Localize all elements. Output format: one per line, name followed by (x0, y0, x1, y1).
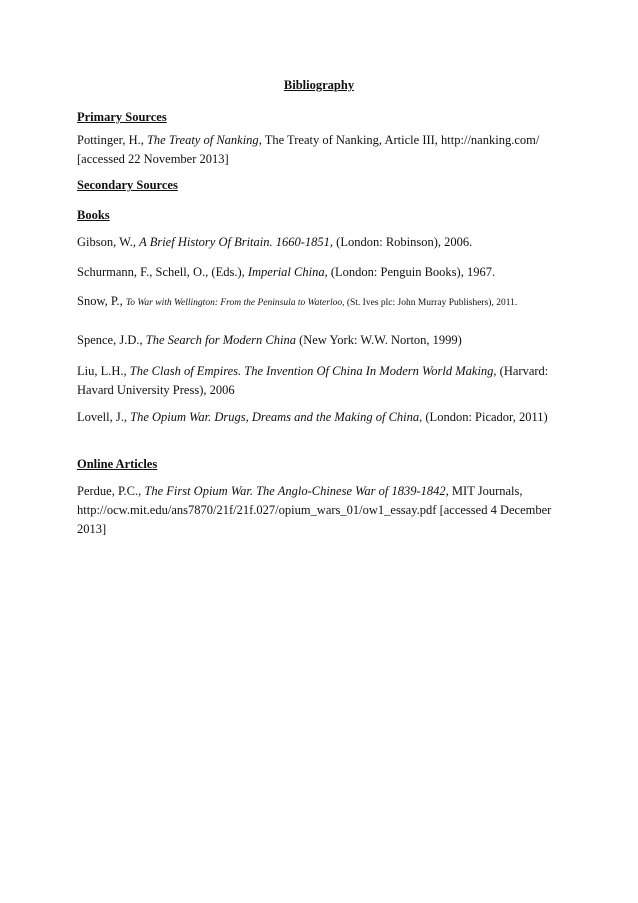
entry-author: Perdue, P.C., (77, 484, 145, 498)
entry-details: , The Treaty of Nanking, Article III, http://nanking.com/ [accessed 22 November 2013] (77, 133, 540, 166)
online-articles-heading: Online Articles (77, 457, 158, 471)
entry-title: The First Opium War. The Anglo-Chinese War of 1839-1842, (144, 484, 449, 498)
entry-author: Pottinger, H., (77, 133, 147, 147)
secondary-sources-heading: Secondary Sources (77, 178, 178, 192)
entry-title: The Search for Modern China (145, 333, 296, 347)
page-title: Bibliography (283, 78, 355, 92)
books-heading: Books (77, 208, 110, 222)
bib-entry-pottinger (77, 131, 565, 169)
entry-author: Gibson, W., (77, 235, 140, 249)
entry-title: A Brief History Of Britain. 1660-1851, (139, 235, 334, 249)
bib-entry-liu (77, 362, 565, 400)
entry-title: Imperial China, (247, 265, 328, 279)
entry-details: (London: Penguin Books), 1967. (327, 265, 496, 279)
bib-entry-perdue (77, 482, 565, 539)
entry-title: The Treaty of Nanking (146, 133, 259, 147)
entry-details: (London: Robinson), 2006. (333, 235, 473, 249)
bib-entry-spence (77, 331, 565, 350)
entry-title: The Opium War. Drugs, Dreams and the Making of China (130, 410, 420, 424)
entry-details: (Harvard: Havard University Press), 2006 (77, 364, 549, 397)
entry-author: Lovell, J., (77, 410, 131, 424)
entry-details: , (London: Picador, 2011) (419, 410, 548, 424)
entry-details: (St. Ives plc: John Murray Publishers), 2011. (344, 298, 518, 308)
bib-entry-schurmann (77, 263, 565, 282)
bib-entry-gibson (77, 233, 565, 252)
entry-author: Schurmann, F., Schell, O., (Eds.), (77, 265, 248, 279)
entry-title: The Clash of Empires. The Invention Of China In Modern World Making, (129, 364, 497, 378)
entry-author: Spence, J.D., (77, 333, 146, 347)
entry-author: Snow, P., (77, 294, 126, 308)
primary-sources-heading: Primary Sources (77, 110, 167, 124)
entry-details: MIT Journals, http://ocw.mit.edu/ans7870/21f/21f.027/opium_wars_01/ow1_essay.pdf [accessed 4 December 2013] (77, 484, 552, 536)
bib-entry-lovell (77, 408, 565, 427)
entry-author: Liu, L.H., (77, 364, 130, 378)
entry-title: To War with Wellington: From the Peninsula to Waterloo, (125, 298, 345, 308)
entry-details: (New York: W.W. Norton, 1999) (295, 333, 462, 347)
bib-entry-snow (77, 292, 565, 313)
